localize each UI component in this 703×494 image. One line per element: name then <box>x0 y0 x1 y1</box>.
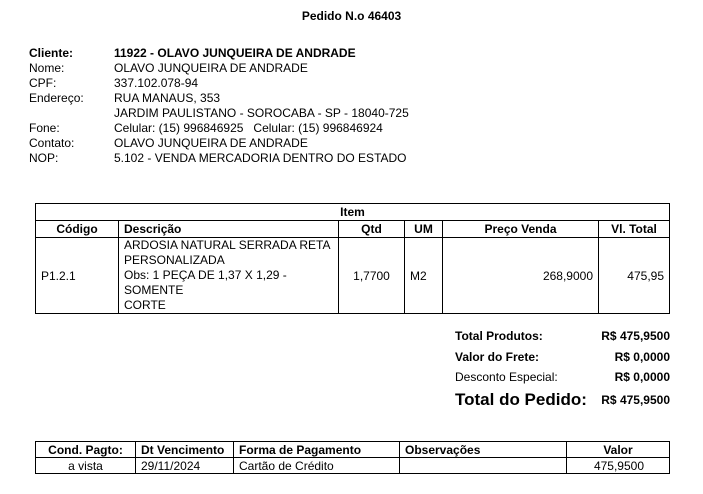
col-valor: Valor <box>567 442 670 458</box>
fone-label: Fone: <box>29 121 60 135</box>
valor-frete-value: R$ 0,0000 <box>614 350 670 364</box>
cell-codigo: P1.2.1 <box>36 238 119 314</box>
nome-value: OLAVO JUNQUEIRA DE ANDRADE <box>114 61 308 75</box>
cliente-label: Cliente: <box>29 46 74 60</box>
col-codigo: Código <box>36 221 119 238</box>
col-total: Vl. Total <box>599 221 670 238</box>
descricao-line2: PERSONALIZADA <box>124 253 225 267</box>
cpf-value: 337.102.078-94 <box>114 76 199 90</box>
descricao-line3: Obs: 1 PEÇA DE 1,37 X 1,29 - SOMENTE <box>124 268 287 297</box>
table-row <box>36 238 670 314</box>
col-preco: Preço Venda <box>443 221 599 238</box>
cell-cond: a vista <box>36 458 136 474</box>
endereco-label: Endereço: <box>29 91 84 105</box>
fone-value: Celular: (15) 996846925 Celular: (15) 996846924 <box>114 121 383 135</box>
col-dt-vencimento: Dt Vencimento <box>136 442 234 458</box>
col-forma-pagamento: Forma de Pagamento <box>234 442 400 458</box>
items-caption: Item <box>36 204 670 221</box>
table-row <box>36 458 670 474</box>
valor-frete-label: Valor do Frete: <box>455 350 540 364</box>
cell-forma: Cartão de Crédito <box>234 458 400 474</box>
items-table <box>35 203 670 314</box>
total-pedido-label: Total do Pedido: <box>455 390 587 409</box>
descricao-line1: ARDOSIA NATURAL SERRADA RETA <box>124 238 331 252</box>
col-qtd: Qtd <box>339 221 405 238</box>
endereco-line2: JARDIM PAULISTANO - SOROCABA - SP - 18040-725 <box>114 106 409 120</box>
page-title: Pedido N.o 46403 <box>301 9 402 23</box>
contato-label: Contato: <box>29 136 75 150</box>
nop-label: NOP: <box>29 151 59 165</box>
contato-value: OLAVO JUNQUEIRA DE ANDRADE <box>114 136 308 150</box>
total-produtos-label: Total Produtos: <box>455 329 543 343</box>
cliente-value: 11922 - OLAVO JUNQUEIRA DE ANDRADE <box>114 46 356 60</box>
cell-um: M2 <box>405 238 443 314</box>
cell-valor: 475,9500 <box>567 458 670 474</box>
payment-table <box>35 441 670 474</box>
total-pedido-value: R$ 475,9500 <box>601 393 670 407</box>
desconto-label: Desconto Especial: <box>455 370 558 384</box>
cell-total: 475,95 <box>599 238 670 314</box>
cell-descricao <box>119 238 339 314</box>
nop-value: 5.102 - VENDA MERCADORIA DENTRO DO ESTADO <box>114 151 407 165</box>
col-cond-pagto: Cond. Pagto: <box>36 442 136 458</box>
payment-header-row <box>36 442 670 458</box>
nome-label: Nome: <box>29 61 65 75</box>
col-descricao: Descrição <box>119 221 339 238</box>
total-produtos-value: R$ 475,9500 <box>601 329 670 343</box>
cell-preco: 268,9000 <box>443 238 599 314</box>
desconto-value: R$ 0,0000 <box>614 370 670 384</box>
cell-qtd: 1,7700 <box>339 238 405 314</box>
col-observacoes: Observações <box>400 442 567 458</box>
cell-obs <box>400 458 567 474</box>
descricao-line4: CORTE <box>124 298 166 312</box>
col-um: UM <box>405 221 443 238</box>
cell-venc: 29/11/2024 <box>136 458 234 474</box>
endereco-line1: RUA MANAUS, 353 <box>114 91 221 105</box>
cpf-label: CPF: <box>29 76 57 90</box>
items-header-row <box>36 221 670 238</box>
